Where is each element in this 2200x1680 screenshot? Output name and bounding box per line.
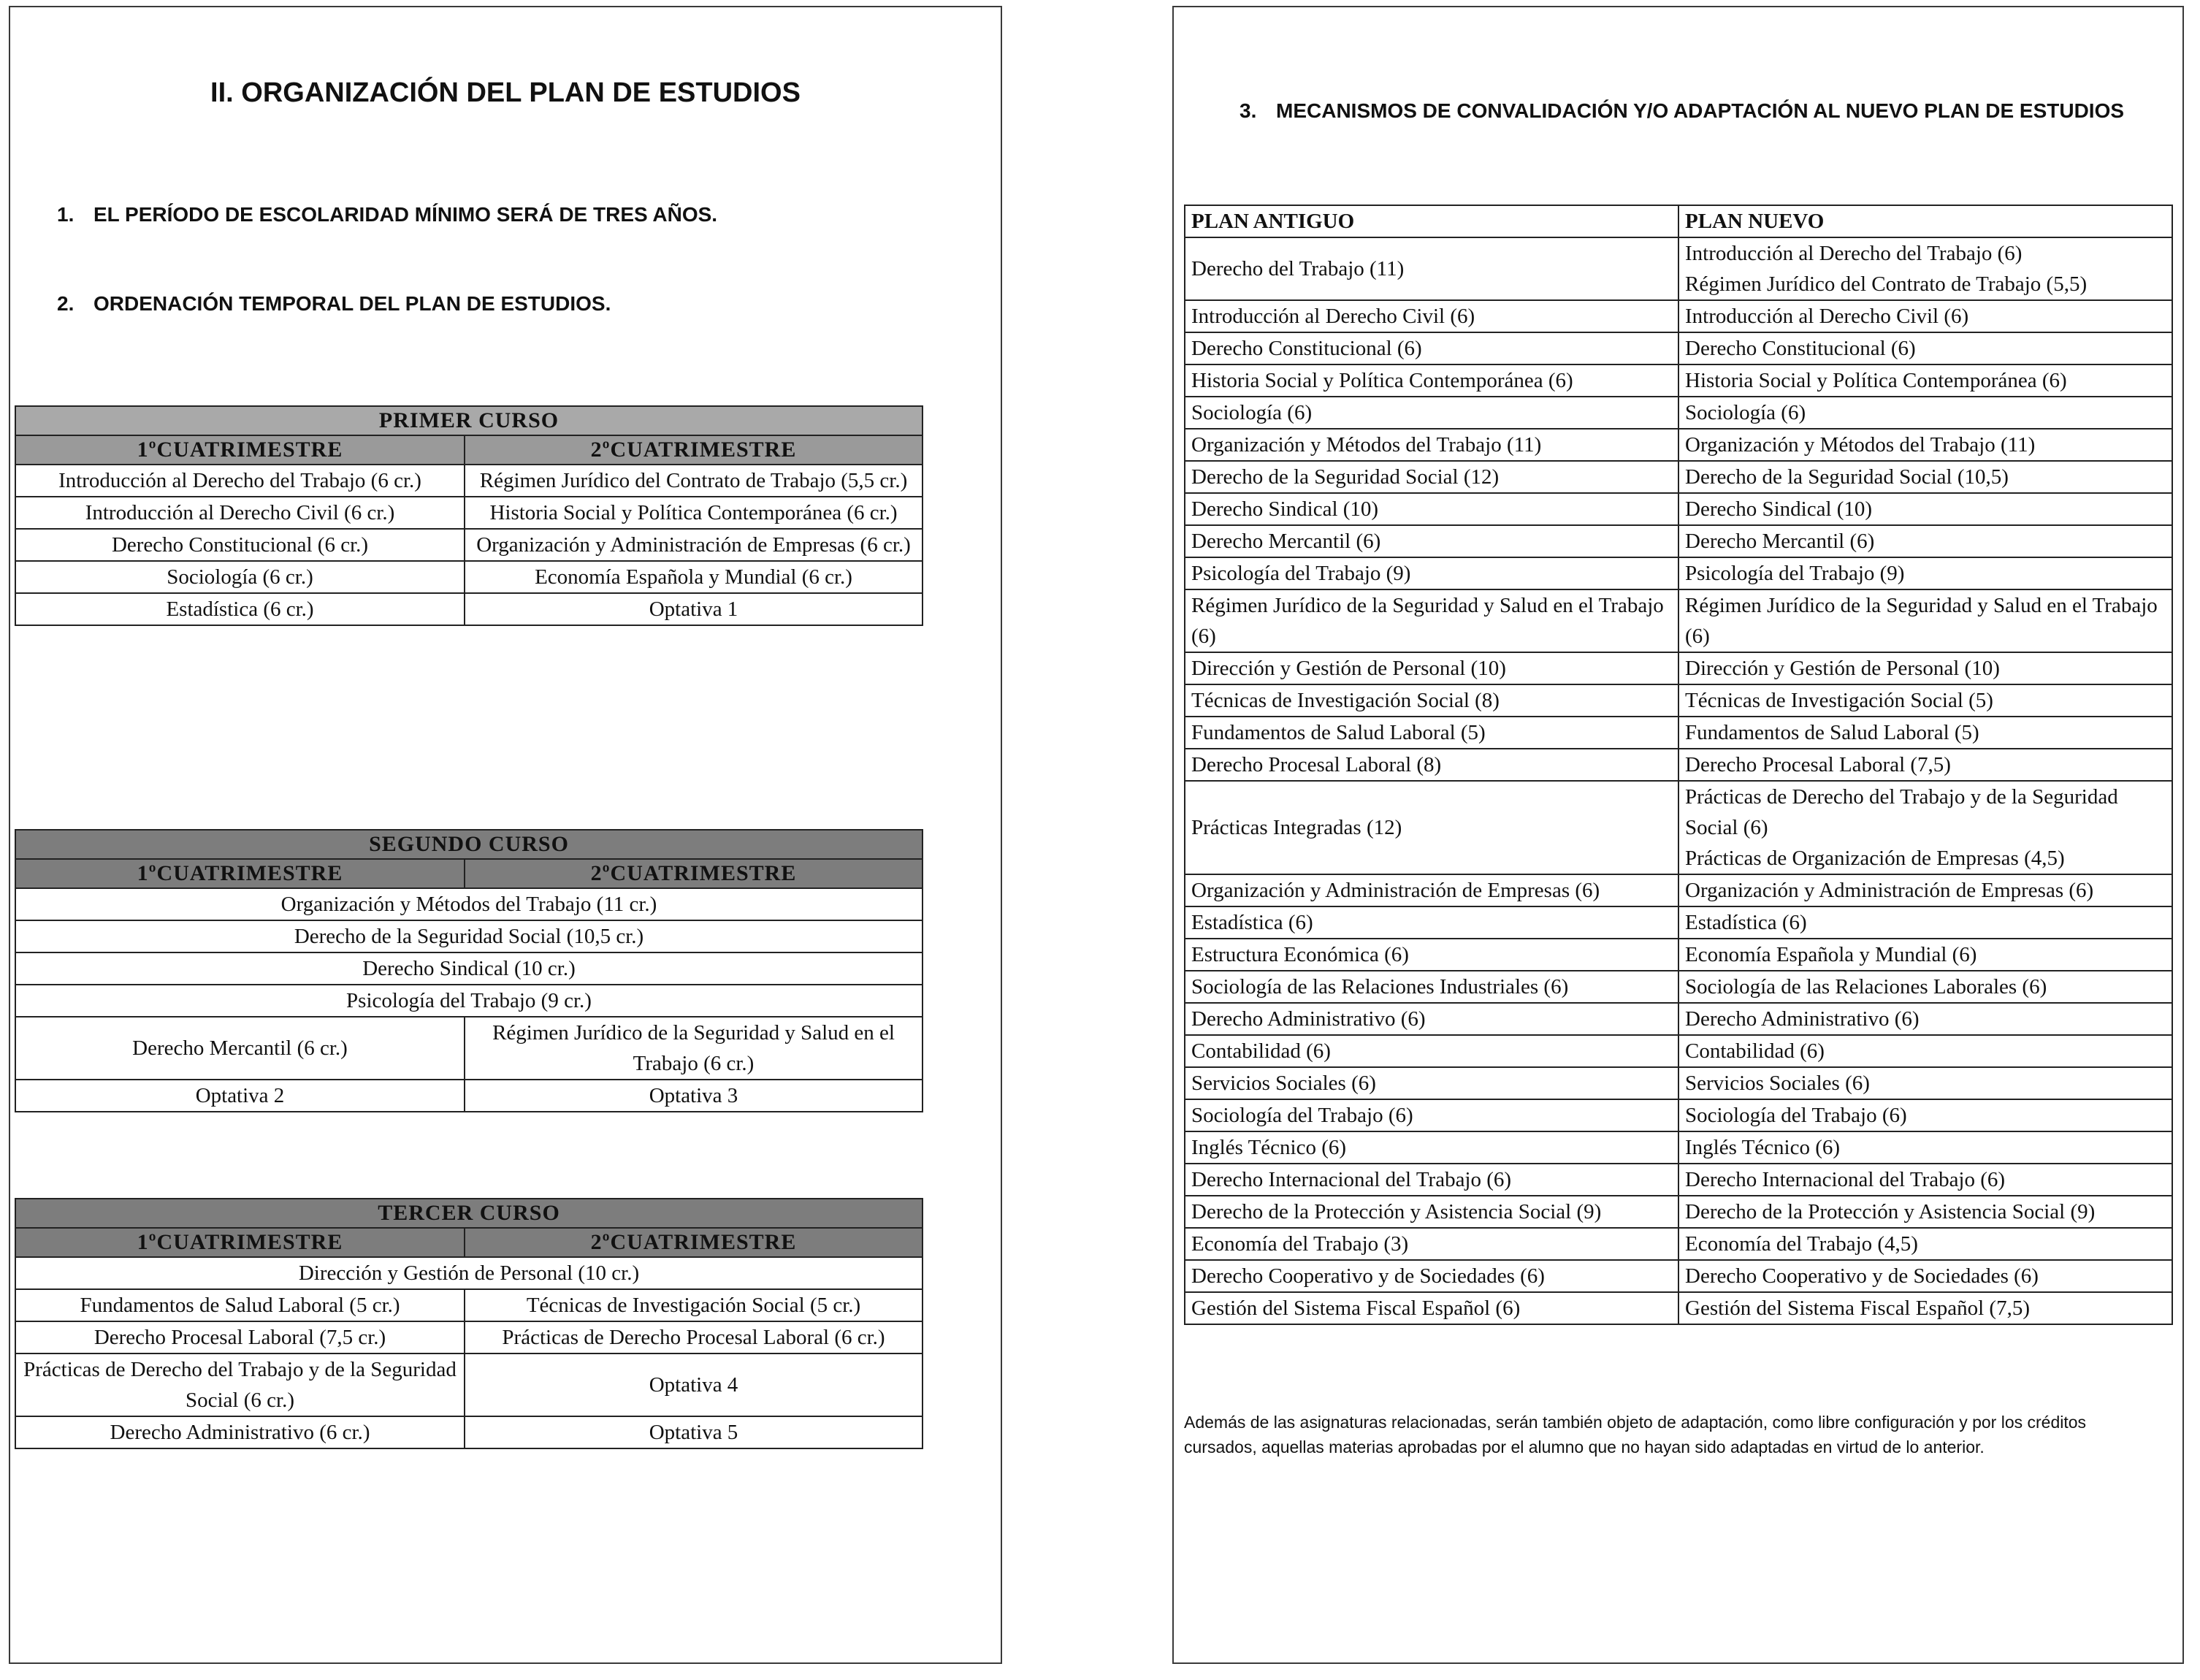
old-plan-cell: Psicología del Trabajo (9) <box>1185 557 1678 589</box>
course-cell: Derecho Sindical (10 cr.) <box>15 952 923 985</box>
table-row <box>1185 652 2172 684</box>
old-plan-cell: Derecho Constitucional (6) <box>1185 332 1678 364</box>
old-plan-cell: Sociología (6) <box>1185 397 1678 429</box>
old-plan-cell: Historia Social y Política Contemporánea (6) <box>1185 364 1678 397</box>
old-plan-cell: Servicios Sociales (6) <box>1185 1067 1678 1099</box>
course-cell: Derecho Constitucional (6 cr.) <box>15 529 465 561</box>
course-title: SEGUNDO CURSO <box>15 830 923 859</box>
new-plan-cell: Organización y Administración de Empresas (6) <box>1678 874 2172 906</box>
convalidation-table <box>1184 205 2173 1325</box>
new-plan-cell: Organización y Métodos del Trabajo (11) <box>1678 429 2172 461</box>
table-row <box>1185 1003 2172 1035</box>
new-plan-cell: Historia Social y Política Contemporánea (6) <box>1678 364 2172 397</box>
old-plan-cell: Régimen Jurídico de la Seguridad y Salud en el Trabajo (6) <box>1185 589 1678 652</box>
section-text: EL PERÍODO DE ESCOLARIDAD MÍNIMO SERÁ DE TRES AÑOS. <box>93 203 718 226</box>
old-plan-cell: Derecho de la Protección y Asistencia Social (9) <box>1185 1196 1678 1228</box>
column-header-1: 1ºCUATRIMESTRE <box>15 1228 465 1257</box>
course-cell: Dirección y Gestión de Personal (10 cr.) <box>15 1257 923 1289</box>
new-plan-cell: Régimen Jurídico de la Seguridad y Salud en el Trabajo (6) <box>1678 589 2172 652</box>
primer-curso-table <box>15 405 923 626</box>
course-cell: Historia Social y Política Contemporánea (6 cr.) <box>465 497 923 529</box>
section-text: ORDENACIÓN TEMPORAL DEL PLAN DE ESTUDIOS. <box>93 292 611 315</box>
course-cell: Régimen Jurídico de la Seguridad y Salud en el Trabajo (6 cr.) <box>465 1017 923 1080</box>
new-plan-cell: Introducción al Derecho del Trabajo (6) Régimen Jurídico del Contrato de Trabajo (5,5) <box>1678 237 2172 300</box>
old-plan-cell: Economía del Trabajo (3) <box>1185 1228 1678 1260</box>
course-cell: Organización y Administración de Empresas (6 cr.) <box>465 529 923 561</box>
table-row <box>1185 1228 2172 1260</box>
section-1-heading <box>57 203 717 226</box>
section-3-heading <box>1240 96 2131 126</box>
table-row <box>1185 1131 2172 1164</box>
column-header-2: 2ºCUATRIMESTRE <box>465 435 923 465</box>
table-row <box>1185 684 2172 717</box>
old-plan-cell: Técnicas de Investigación Social (8) <box>1185 684 1678 717</box>
tercer-curso-table <box>15 1198 923 1449</box>
course-title: PRIMER CURSO <box>15 406 923 435</box>
new-plan-cell: Derecho de la Protección y Asistencia Social (9) <box>1678 1196 2172 1228</box>
table-row <box>1185 1292 2172 1324</box>
page-title: II. ORGANIZACIÓN DEL PLAN DE ESTUDIOS <box>210 77 801 108</box>
column-header-new-plan: PLAN NUEVO <box>1678 205 2172 237</box>
new-plan-cell: Derecho Internacional del Trabajo (6) <box>1678 1164 2172 1196</box>
new-plan-cell: Derecho Sindical (10) <box>1678 493 2172 525</box>
new-plan-cell: Derecho Procesal Laboral (7,5) <box>1678 749 2172 781</box>
new-plan-cell: Dirección y Gestión de Personal (10) <box>1678 652 2172 684</box>
table-row <box>1185 300 2172 332</box>
table-row <box>1185 939 2172 971</box>
course-cell: Psicología del Trabajo (9 cr.) <box>15 985 923 1017</box>
old-plan-cell: Gestión del Sistema Fiscal Español (6) <box>1185 1292 1678 1324</box>
table-row <box>1185 493 2172 525</box>
section-number: 2. <box>57 292 75 315</box>
table-row <box>1185 461 2172 493</box>
old-plan-cell: Sociología del Trabajo (6) <box>1185 1099 1678 1131</box>
table-row <box>1185 557 2172 589</box>
course-cell: Optativa 2 <box>15 1080 465 1112</box>
old-plan-cell: Dirección y Gestión de Personal (10) <box>1185 652 1678 684</box>
table-row <box>1185 1196 2172 1228</box>
old-plan-cell: Organización y Métodos del Trabajo (11) <box>1185 429 1678 461</box>
course-cell: Optativa 4 <box>465 1353 923 1416</box>
course-cell: Derecho Mercantil (6 cr.) <box>15 1017 465 1080</box>
course-cell: Introducción al Derecho Civil (6 cr.) <box>15 497 465 529</box>
section-text: MECANISMOS DE CONVALIDACIÓN Y/O ADAPTACIÓN AL NUEVO PLAN DE ESTUDIOS <box>1276 99 2125 122</box>
old-plan-cell: Organización y Administración de Empresas (6) <box>1185 874 1678 906</box>
table-row <box>1185 237 2172 300</box>
table-row <box>1185 332 2172 364</box>
old-plan-cell: Derecho Internacional del Trabajo (6) <box>1185 1164 1678 1196</box>
course-cell: Optativa 1 <box>465 593 923 625</box>
table-row <box>1185 906 2172 939</box>
new-plan-cell: Contabilidad (6) <box>1678 1035 2172 1067</box>
table-row <box>1185 717 2172 749</box>
new-plan-cell: Fundamentos de Salud Laboral (5) <box>1678 717 2172 749</box>
new-plan-cell: Derecho Administrativo (6) <box>1678 1003 2172 1035</box>
new-plan-cell: Derecho Constitucional (6) <box>1678 332 2172 364</box>
old-plan-cell: Estadística (6) <box>1185 906 1678 939</box>
column-header-1: 1ºCUATRIMESTRE <box>15 435 465 465</box>
section-number: 1. <box>57 203 75 226</box>
old-plan-cell: Derecho del Trabajo (11) <box>1185 237 1678 300</box>
new-plan-cell: Estadística (6) <box>1678 906 2172 939</box>
new-plan-cell: Sociología de las Relaciones Laborales (6) <box>1678 971 2172 1003</box>
old-plan-cell: Estructura Económica (6) <box>1185 939 1678 971</box>
new-plan-cell: Derecho Mercantil (6) <box>1678 525 2172 557</box>
new-plan-cell: Derecho de la Seguridad Social (10,5) <box>1678 461 2172 493</box>
course-cell: Estadística (6 cr.) <box>15 593 465 625</box>
new-plan-cell: Introducción al Derecho Civil (6) <box>1678 300 2172 332</box>
table-row <box>1185 1260 2172 1292</box>
table-row <box>1185 749 2172 781</box>
old-plan-cell: Derecho Sindical (10) <box>1185 493 1678 525</box>
table-row <box>1185 781 2172 874</box>
old-plan-cell: Derecho Cooperativo y de Sociedades (6) <box>1185 1260 1678 1292</box>
course-cell: Técnicas de Investigación Social (5 cr.) <box>465 1289 923 1321</box>
course-cell: Prácticas de Derecho Procesal Laboral (6 cr.) <box>465 1321 923 1353</box>
table-row <box>1185 1164 2172 1196</box>
table-row <box>1185 429 2172 461</box>
table-row <box>1185 397 2172 429</box>
table-row <box>1185 589 2172 652</box>
table-row <box>1185 971 2172 1003</box>
course-cell: Introducción al Derecho del Trabajo (6 cr.) <box>15 465 465 497</box>
table-row <box>1185 1035 2172 1067</box>
new-plan-cell: Técnicas de Investigación Social (5) <box>1678 684 2172 717</box>
column-header-1: 1ºCUATRIMESTRE <box>15 859 465 888</box>
old-plan-cell: Inglés Técnico (6) <box>1185 1131 1678 1164</box>
section-2-heading <box>57 292 611 316</box>
course-cell: Economía Española y Mundial (6 cr.) <box>465 561 923 593</box>
new-plan-cell: Inglés Técnico (6) <box>1678 1131 2172 1164</box>
new-plan-cell: Psicología del Trabajo (9) <box>1678 557 2172 589</box>
new-plan-cell: Sociología del Trabajo (6) <box>1678 1099 2172 1131</box>
table-row <box>1185 1099 2172 1131</box>
section-number: 3. <box>1240 99 1257 122</box>
column-header-old-plan: PLAN ANTIGUO <box>1185 205 1678 237</box>
new-plan-cell: Prácticas de Derecho del Trabajo y de la Seguridad Social (6) Prácticas de Organización de Empresas (4,5) <box>1678 781 2172 874</box>
table-row <box>1185 1067 2172 1099</box>
old-plan-cell: Sociología de las Relaciones Industriales (6) <box>1185 971 1678 1003</box>
segundo-curso-table <box>15 829 923 1112</box>
old-plan-cell: Derecho de la Seguridad Social (12) <box>1185 461 1678 493</box>
course-cell: Optativa 3 <box>465 1080 923 1112</box>
course-cell: Fundamentos de Salud Laboral (5 cr.) <box>15 1289 465 1321</box>
old-plan-cell: Derecho Procesal Laboral (8) <box>1185 749 1678 781</box>
course-cell: Derecho Procesal Laboral (7,5 cr.) <box>15 1321 465 1353</box>
course-cell: Derecho Administrativo (6 cr.) <box>15 1416 465 1448</box>
new-plan-cell: Servicios Sociales (6) <box>1678 1067 2172 1099</box>
course-cell: Organización y Métodos del Trabajo (11 cr.) <box>15 888 923 920</box>
course-cell: Régimen Jurídico del Contrato de Trabajo (5,5 cr.) <box>465 465 923 497</box>
table-row <box>1185 364 2172 397</box>
course-cell: Sociología (6 cr.) <box>15 561 465 593</box>
left-page <box>9 6 1002 1664</box>
old-plan-cell: Derecho Administrativo (6) <box>1185 1003 1678 1035</box>
old-plan-cell: Contabilidad (6) <box>1185 1035 1678 1067</box>
course-cell: Optativa 5 <box>465 1416 923 1448</box>
table-row <box>1185 525 2172 557</box>
column-header-2: 2ºCUATRIMESTRE <box>465 859 923 888</box>
old-plan-cell: Fundamentos de Salud Laboral (5) <box>1185 717 1678 749</box>
course-title: TERCER CURSO <box>15 1199 923 1228</box>
right-page <box>1172 6 2184 1664</box>
old-plan-cell: Introducción al Derecho Civil (6) <box>1185 300 1678 332</box>
course-cell: Prácticas de Derecho del Trabajo y de la Seguridad Social (6 cr.) <box>15 1353 465 1416</box>
footnote: Además de las asignaturas relacionadas, serán también objeto de adaptación, como libre configuración y por los créditos cursados, aquellas materias aprobadas por el alumno que no hayan sido adaptadas en virtud de lo anterior. <box>1184 1413 2087 1456</box>
convalidation-table-body <box>1185 237 2172 1324</box>
new-plan-cell: Economía Española y Mundial (6) <box>1678 939 2172 971</box>
old-plan-cell: Derecho Mercantil (6) <box>1185 525 1678 557</box>
table-row <box>1185 874 2172 906</box>
new-plan-cell: Gestión del Sistema Fiscal Español (7,5) <box>1678 1292 2172 1324</box>
new-plan-cell: Sociología (6) <box>1678 397 2172 429</box>
new-plan-cell: Economía del Trabajo (4,5) <box>1678 1228 2172 1260</box>
column-header-2: 2ºCUATRIMESTRE <box>465 1228 923 1257</box>
old-plan-cell: Prácticas Integradas (12) <box>1185 781 1678 874</box>
new-plan-cell: Derecho Cooperativo y de Sociedades (6) <box>1678 1260 2172 1292</box>
course-cell: Derecho de la Seguridad Social (10,5 cr.) <box>15 920 923 952</box>
